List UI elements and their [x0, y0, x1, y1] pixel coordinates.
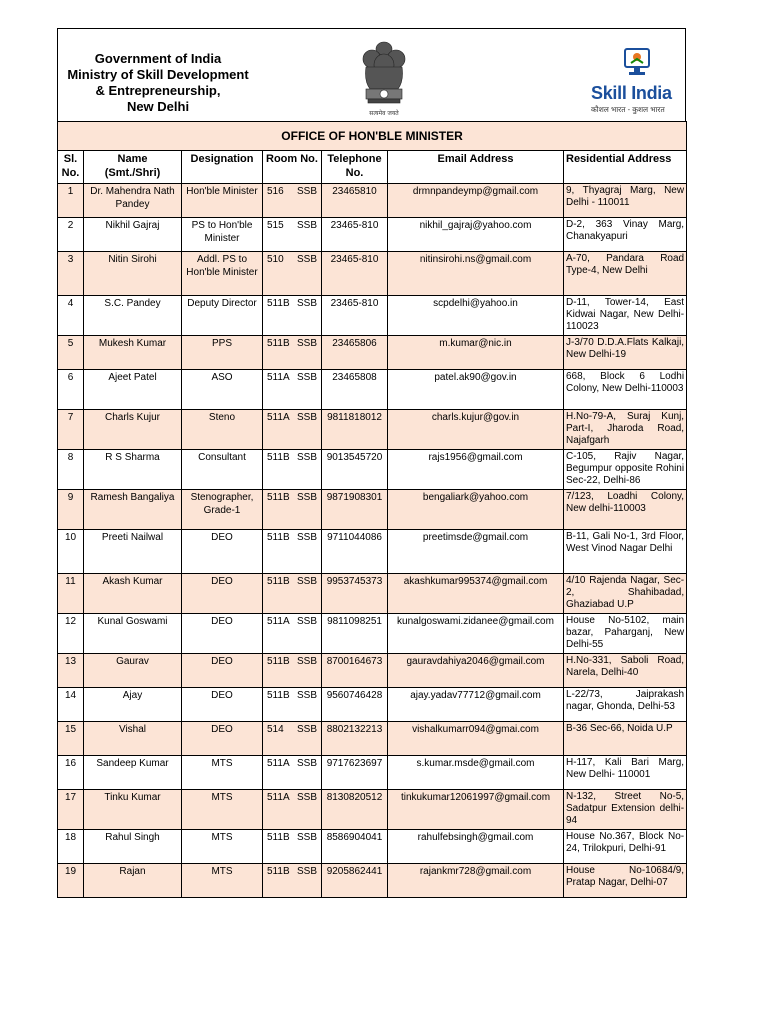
table-row — [58, 218, 687, 252]
telephone-cell: 8802132213 — [322, 722, 388, 756]
table-row — [58, 574, 687, 614]
telephone-cell: 9871908301 — [322, 490, 388, 530]
sl-cell: 9 — [58, 490, 84, 530]
email-cell: rajs1956@gmail.com — [388, 450, 564, 490]
email-cell: scpdelhi@yahoo.in — [388, 296, 564, 336]
designation-cell: MTS — [182, 790, 263, 830]
ministry-name — [58, 51, 258, 115]
room-building: SSB — [296, 492, 317, 503]
email-cell: rahulfebsingh@gmail.com — [388, 830, 564, 864]
sl-cell: 1 — [58, 184, 84, 218]
address-cell: House No-5102, main bazar, Paharganj, New Delhi-55 — [564, 614, 687, 654]
name-cell: Akash Kumar — [84, 574, 182, 614]
telephone-cell: 23465806 — [322, 336, 388, 370]
address-cell: H.No-331, Saboli Road, Narela, Delhi-40 — [564, 654, 687, 688]
room-cell — [263, 218, 322, 252]
room-building: SSB — [296, 298, 317, 309]
telephone-cell: 8700164673 — [322, 654, 388, 688]
name-cell: Nikhil Gajraj — [84, 218, 182, 252]
room-cell — [263, 296, 322, 336]
room-number: 514 — [267, 724, 284, 735]
email-cell: rajankmr728@gmail.com — [388, 864, 564, 898]
address-cell: 4/10 Rajenda Nagar, Sec-2, Shahibadad, Ghaziabad U.P — [564, 574, 687, 614]
designation-cell: DEO — [182, 654, 263, 688]
office-title-row — [58, 122, 687, 151]
room-cell — [263, 654, 322, 688]
designation-cell: MTS — [182, 830, 263, 864]
designation-cell: ASO — [182, 370, 263, 410]
address-cell: House No.367, Block No-24, Trilokpuri, Delhi-91 — [564, 830, 687, 864]
room-building: SSB — [296, 372, 317, 383]
room-building: SSB — [296, 724, 317, 735]
document-header — [57, 28, 686, 121]
sl-cell: 16 — [58, 756, 84, 790]
address-cell: A-70, Pandara Road Type-4, New Delhi — [564, 252, 687, 296]
table-row — [58, 450, 687, 490]
name-cell: Ajeet Patel — [84, 370, 182, 410]
sl-cell: 18 — [58, 830, 84, 864]
staff-directory-table — [57, 121, 687, 898]
email-cell: gauravdahiya2046@gmail.com — [388, 654, 564, 688]
telephone-cell: 23465808 — [322, 370, 388, 410]
sl-cell: 8 — [58, 450, 84, 490]
room-cell — [263, 490, 322, 530]
room-number: 511A — [267, 792, 290, 803]
name-cell: Preeti Nailwal — [84, 530, 182, 574]
designation-cell: DEO — [182, 722, 263, 756]
sl-cell: 12 — [58, 614, 84, 654]
email-cell: ajay.yadav77712@gmail.com — [388, 688, 564, 722]
telephone-cell: 9013545720 — [322, 450, 388, 490]
col-header-designation: Designation — [182, 151, 263, 184]
sl-cell: 11 — [58, 574, 84, 614]
col-header-name: Name (Smt./Shri) — [84, 151, 182, 184]
room-number: 511B — [267, 452, 290, 463]
telephone-cell: 23465-810 — [322, 218, 388, 252]
sl-cell: 3 — [58, 252, 84, 296]
table-row — [58, 688, 687, 722]
designation-cell: DEO — [182, 614, 263, 654]
telephone-cell: 9717623697 — [322, 756, 388, 790]
table-row — [58, 790, 687, 830]
room-cell — [263, 370, 322, 410]
address-cell: D-11, Tower-14, East Kidwai Nagar, New Delhi-110023 — [564, 296, 687, 336]
name-cell: Rajan — [84, 864, 182, 898]
name-cell: Dr. Mahendra Nath Pandey — [84, 184, 182, 218]
skill-india-tagline: कौशल भारत - कुशल भारत — [591, 105, 665, 114]
col-header-email: Email Address — [388, 151, 564, 184]
designation-cell: MTS — [182, 756, 263, 790]
col-header-sl: Sl. No. — [58, 151, 84, 184]
email-cell: nitinsirohi.ns@gmail.com — [388, 252, 564, 296]
table-row — [58, 722, 687, 756]
room-building: SSB — [296, 690, 317, 701]
table-row — [58, 864, 687, 898]
telephone-cell: 9560746428 — [322, 688, 388, 722]
sl-cell: 2 — [58, 218, 84, 252]
room-number: 511A — [267, 758, 290, 769]
sl-cell: 15 — [58, 722, 84, 756]
name-cell: R S Sharma — [84, 450, 182, 490]
address-cell: House No-10684/9, Pratap Nagar, Delhi-07 — [564, 864, 687, 898]
table-row — [58, 614, 687, 654]
room-number: 511B — [267, 690, 290, 701]
room-building: SSB — [296, 758, 317, 769]
table-row — [58, 336, 687, 370]
room-cell — [263, 688, 322, 722]
room-building: SSB — [296, 412, 317, 423]
sl-cell: 19 — [58, 864, 84, 898]
name-cell: Tinku Kumar — [84, 790, 182, 830]
email-cell: drmnpandeymp@gmail.com — [388, 184, 564, 218]
address-cell: 9, Thyagraj Marg, New Delhi - 110011 — [564, 184, 687, 218]
name-cell: Mukesh Kumar — [84, 336, 182, 370]
room-building: SSB — [296, 866, 317, 877]
sl-cell: 5 — [58, 336, 84, 370]
designation-cell: PPS — [182, 336, 263, 370]
table-row — [58, 756, 687, 790]
name-cell: Kunal Goswami — [84, 614, 182, 654]
skill-india-emblem-icon — [623, 47, 651, 81]
name-cell: Charls Kujur — [84, 410, 182, 450]
designation-cell: Deputy Director — [182, 296, 263, 336]
org-line: Ministry of Skill Development — [67, 67, 249, 82]
address-cell: D-2, 363 Vinay Marg, Chanakyapuri — [564, 218, 687, 252]
room-building: SSB — [296, 832, 317, 843]
room-cell — [263, 410, 322, 450]
org-line: & Entrepreneurship, — [95, 83, 221, 98]
room-number: 511B — [267, 532, 290, 543]
designation-cell: Consultant — [182, 450, 263, 490]
address-cell: 7/123, Loadhi Colony, New delhi-110003 — [564, 490, 687, 530]
email-cell: charls.kujur@gov.in — [388, 410, 564, 450]
email-cell: preetimsde@gmail.com — [388, 530, 564, 574]
designation-cell: Steno — [182, 410, 263, 450]
room-cell — [263, 864, 322, 898]
designation-cell: DEO — [182, 574, 263, 614]
name-cell: Gaurav — [84, 654, 182, 688]
room-number: 511B — [267, 576, 290, 587]
room-cell — [263, 530, 322, 574]
address-cell: C-105, Rajiv Nagar, Begumpur opposite Rohini Sec-22, Delhi-86 — [564, 450, 687, 490]
table-row — [58, 830, 687, 864]
room-building: SSB — [296, 186, 317, 197]
name-cell: Ramesh Bangaliya — [84, 490, 182, 530]
room-cell — [263, 450, 322, 490]
name-cell: Nitin Sirohi — [84, 252, 182, 296]
emblem-motto: सत्यमेव जयते — [369, 110, 399, 117]
address-cell: J-3/70 D.D.A.Flats Kalkaji, New Delhi-19 — [564, 336, 687, 370]
address-cell: B-36 Sec-66, Noida U.P — [564, 722, 687, 756]
telephone-cell: 23465810 — [322, 184, 388, 218]
telephone-cell: 8130820512 — [322, 790, 388, 830]
room-cell — [263, 252, 322, 296]
room-number: 511B — [267, 338, 290, 349]
email-cell: m.kumar@nic.in — [388, 336, 564, 370]
email-cell: patel.ak90@gov.in — [388, 370, 564, 410]
name-cell: Vishal — [84, 722, 182, 756]
table-row — [58, 490, 687, 530]
designation-cell: PS to Hon'ble Minister — [182, 218, 263, 252]
email-cell: bengaliark@yahoo.com — [388, 490, 564, 530]
address-cell: H.No-79-A, Suraj Kunj, Part-I, Jharoda Road, Najafgarh — [564, 410, 687, 450]
name-cell: S.C. Pandey — [84, 296, 182, 336]
room-building: SSB — [296, 220, 317, 231]
room-cell — [263, 756, 322, 790]
sl-cell: 13 — [58, 654, 84, 688]
name-cell: Sandeep Kumar — [84, 756, 182, 790]
designation-cell: Addl. PS to Hon'ble Minister — [182, 252, 263, 296]
sl-cell: 14 — [58, 688, 84, 722]
table-row — [58, 252, 687, 296]
table-row — [58, 410, 687, 450]
name-cell: Ajay — [84, 688, 182, 722]
telephone-cell: 9953745373 — [322, 574, 388, 614]
address-cell: N-132, Street No-5, Sadatpur Extension delhi-94 — [564, 790, 687, 830]
telephone-cell: 23465-810 — [322, 296, 388, 336]
room-number: 511B — [267, 492, 290, 503]
room-building: SSB — [296, 254, 317, 265]
table-header-row — [58, 151, 687, 184]
address-cell: 668, Block 6 Lodhi Colony, New Delhi-110003 — [564, 370, 687, 410]
room-number: 511B — [267, 298, 290, 309]
designation-cell: Hon'ble Minister — [182, 184, 263, 218]
designation-cell: Stenographer, Grade-1 — [182, 490, 263, 530]
table-row — [58, 296, 687, 336]
designation-cell: DEO — [182, 530, 263, 574]
telephone-cell: 9811098251 — [322, 614, 388, 654]
room-cell — [263, 336, 322, 370]
national-emblem-icon — [356, 37, 412, 119]
address-cell: H-117, Kali Bari Marg, New Delhi- 110001 — [564, 756, 687, 790]
email-cell: s.kumar.msde@gmail.com — [388, 756, 564, 790]
sl-cell: 6 — [58, 370, 84, 410]
room-number: 511A — [267, 372, 290, 383]
email-cell: vishalkumarr094@gmai.com — [388, 722, 564, 756]
email-cell: nikhil_gajraj@yahoo.com — [388, 218, 564, 252]
room-building: SSB — [296, 452, 317, 463]
address-cell: L-22/73, Jaiprakash nagar, Ghonda, Delhi-53 — [564, 688, 687, 722]
col-header-telephone: Telephone No. — [322, 151, 388, 184]
room-cell — [263, 830, 322, 864]
org-line: New Delhi — [126, 99, 190, 114]
room-building: SSB — [296, 338, 317, 349]
email-cell: tinkukumar12061997@gmail.com — [388, 790, 564, 830]
room-number: 511B — [267, 866, 290, 877]
room-building: SSB — [296, 792, 317, 803]
telephone-cell: 9205862441 — [322, 864, 388, 898]
room-number: 511A — [267, 412, 290, 423]
col-header-address: Residential Address — [564, 151, 687, 184]
room-cell — [263, 614, 322, 654]
office-title: OFFICE OF HON'BLE MINISTER — [58, 122, 687, 151]
room-cell — [263, 184, 322, 218]
table-row — [58, 370, 687, 410]
room-cell — [263, 722, 322, 756]
room-cell — [263, 574, 322, 614]
table-row — [58, 654, 687, 688]
room-number: 515 — [267, 220, 284, 231]
telephone-cell: 23465-810 — [322, 252, 388, 296]
room-number: 516 — [267, 186, 284, 197]
designation-cell: MTS — [182, 864, 263, 898]
room-number: 510 — [267, 254, 284, 265]
email-cell: kunalgoswami.zidanee@gmail.com — [388, 614, 564, 654]
room-building: SSB — [296, 532, 317, 543]
room-cell — [263, 790, 322, 830]
room-number: 511B — [267, 832, 290, 843]
sl-cell: 10 — [58, 530, 84, 574]
room-building: SSB — [296, 616, 317, 627]
document-sheet — [57, 28, 686, 898]
skill-india-wordmark: Skill India — [591, 83, 672, 103]
designation-cell: DEO — [182, 688, 263, 722]
telephone-cell: 9811818012 — [322, 410, 388, 450]
sl-cell: 17 — [58, 790, 84, 830]
col-header-room: Room No. — [263, 151, 322, 184]
room-number: 511A — [267, 616, 290, 627]
name-cell: Rahul Singh — [84, 830, 182, 864]
telephone-cell: 8586904041 — [322, 830, 388, 864]
table-row — [58, 184, 687, 218]
skill-india-logo — [591, 47, 683, 117]
org-line: Government of India — [94, 51, 222, 66]
telephone-cell: 9711044086 — [322, 530, 388, 574]
sl-cell: 7 — [58, 410, 84, 450]
address-cell: B-11, Gali No-1, 3rd Floor, West Vinod Nagar Delhi — [564, 530, 687, 574]
table-row — [58, 530, 687, 574]
sl-cell: 4 — [58, 296, 84, 336]
email-cell: akashkumar995374@gmail.com — [388, 574, 564, 614]
room-number: 511B — [267, 656, 290, 667]
room-building: SSB — [296, 656, 317, 667]
room-building: SSB — [296, 576, 317, 587]
